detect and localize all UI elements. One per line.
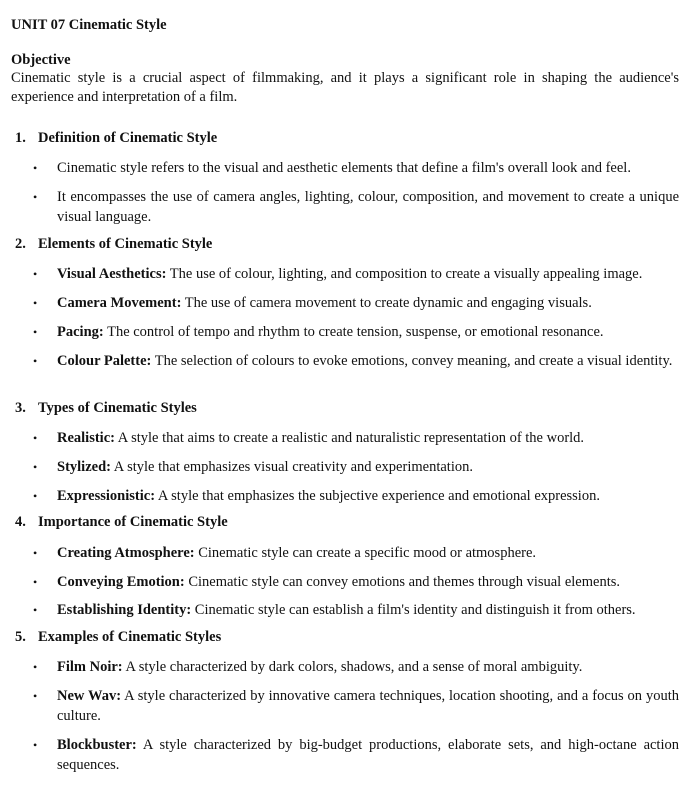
section-title: Elements of Cinematic Style (38, 236, 213, 252)
list-item (33, 293, 679, 313)
bullet-icon: • (33, 161, 38, 175)
list-item (33, 158, 679, 178)
section-title: Importance of Cinematic Style (38, 514, 228, 530)
section-number: 3. (15, 400, 26, 416)
list-item (33, 322, 679, 342)
item-text: It encompasses the use of camera angles, lighting, colour, composition, and movement to create a unique visual language. (57, 189, 679, 225)
item-text: A style characterized by dark colors, shadows, and a sense of moral ambiguity. (122, 659, 583, 675)
item-text: A style that emphasizes visual creativity and experimentation. (110, 459, 473, 475)
list-item (33, 686, 679, 726)
list-item (33, 486, 679, 506)
list-item (33, 264, 679, 284)
bullet-icon: • (33, 431, 38, 445)
list-item (33, 457, 679, 477)
item-label: Creating Atmosphere: (57, 545, 195, 561)
list-item (33, 543, 679, 563)
item-label: Conveying Emotion: (57, 574, 185, 590)
item-label: Film Noir: (57, 659, 123, 675)
item-text: The use of camera movement to create dynamic and engaging visuals. (181, 295, 592, 311)
bullet-icon: • (33, 660, 38, 674)
item-text: Cinematic style can establish a film's identity and distinguish it from others. (191, 602, 636, 618)
bullet-icon: • (33, 489, 38, 503)
list-item (33, 657, 679, 677)
item-text: A style characterized by innovative camera techniques, location shooting, and a focus on youth culture. (57, 688, 679, 724)
bullet-icon: • (33, 354, 38, 368)
list-item (33, 187, 679, 227)
item-text: A style characterized by big-budget productions, elaborate sets, and high-octane action sequences. (57, 737, 679, 773)
bullet-icon: • (33, 738, 38, 752)
item-text: A style that emphasizes the subjective experience and emotional expression. (155, 488, 600, 504)
list-item (33, 600, 679, 620)
item-text: The selection of colours to evoke emotions, convey meaning, and create a visual identity. (151, 353, 673, 369)
list-item (33, 735, 679, 775)
section-number: 1. (15, 130, 26, 146)
section-title: Types of Cinematic Styles (38, 400, 197, 416)
bullet-icon: • (33, 546, 38, 560)
bullet-icon: • (33, 689, 38, 703)
bullet-icon: • (33, 575, 38, 589)
bullet-icon: • (33, 325, 38, 339)
document-title: UNIT 07 Cinematic Style (11, 17, 167, 33)
list-item (33, 572, 679, 592)
item-text: Cinematic style can convey emotions and themes through visual elements. (184, 574, 621, 590)
section-heading (15, 236, 212, 253)
section-heading (15, 514, 228, 531)
section-title: Definition of Cinematic Style (38, 130, 218, 146)
item-text: The use of colour, lighting, and composition to create a visually appealing image. (166, 266, 643, 282)
list-item (33, 428, 679, 448)
item-label: Visual Aesthetics: (57, 266, 167, 282)
item-label: New Wav: (57, 688, 122, 704)
item-label: Colour Palette: (57, 353, 152, 369)
section-heading (15, 400, 197, 417)
item-label: Realistic: (57, 430, 115, 446)
list-item (33, 351, 679, 371)
item-text: A style that aims to create a realistic and naturalistic representation of the world. (114, 430, 585, 446)
section-number: 5. (15, 629, 26, 645)
bullet-icon: • (33, 190, 38, 204)
item-text: The control of tempo and rhythm to create tension, suspense, or emotional resonance. (103, 324, 604, 340)
item-label: Blockbuster: (57, 737, 137, 753)
section-number: 4. (15, 514, 26, 530)
item-text: Cinematic style can create a specific mood or atmosphere. (194, 545, 537, 561)
section-heading (15, 629, 221, 646)
objective-text: Cinematic style is a crucial aspect of filmmaking, and it plays a significant role in shaping the audience's experience and interpretation of a film. (11, 70, 679, 105)
objective-heading: Objective (11, 52, 71, 68)
item-label: Camera Movement: (57, 295, 182, 311)
section-number: 2. (15, 236, 26, 252)
item-label: Pacing: (57, 324, 104, 340)
bullet-icon: • (33, 460, 38, 474)
bullet-icon: • (33, 603, 38, 617)
section-title: Examples of Cinematic Styles (38, 629, 222, 645)
bullet-icon: • (33, 267, 38, 281)
section-heading (15, 130, 217, 147)
item-text: Cinematic style refers to the visual and aesthetic elements that define a film's overall look and feel. (57, 160, 631, 176)
bullet-icon: • (33, 296, 38, 310)
item-label: Establishing Identity: (57, 602, 192, 618)
item-label: Expressionistic: (57, 488, 156, 504)
item-label: Stylized: (57, 459, 111, 475)
